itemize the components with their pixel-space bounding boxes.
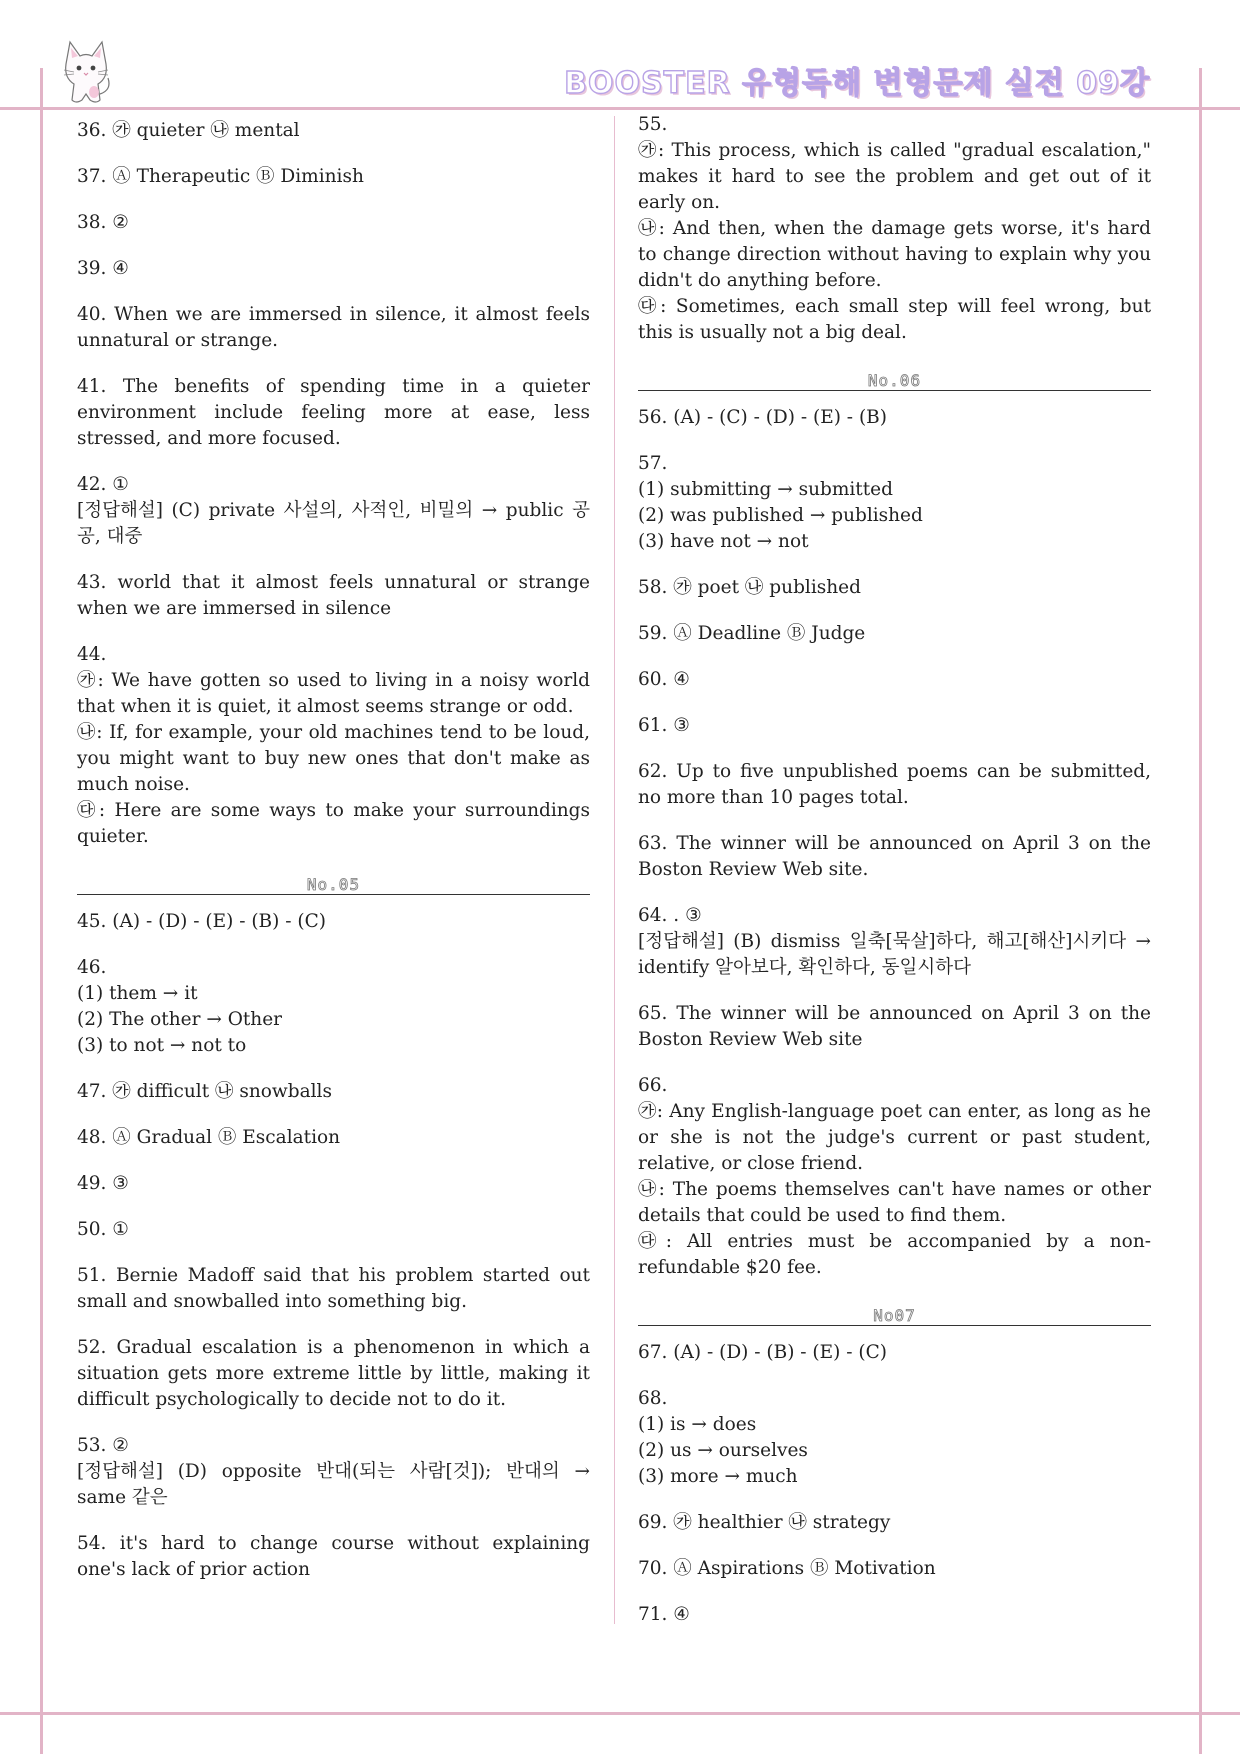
answer-item [638, 1073, 1151, 1281]
answer-line: (3) more → much [638, 1466, 798, 1487]
answer-item [77, 210, 590, 236]
answer-line: 52. Gradual escalation is a phenomenon in which a situation gets more extreme little by little, making it difficult psychologically to decide not to do it. [77, 1337, 590, 1410]
page-title: BOOSTER 유형독해 변형문제 실전 09강 [564, 66, 1150, 101]
answer-line: (1) them → it [77, 983, 198, 1004]
answer-item [77, 1079, 590, 1105]
answer-item [638, 451, 1151, 555]
answer-line: (3) have not → not [638, 531, 809, 552]
answer-line: [정답해설] (D) opposite 반대(되는 사람[것]); 반대의 → same 같은 [77, 1461, 590, 1508]
answer-item [77, 642, 590, 850]
answer-line: 55. [638, 114, 668, 135]
frame-top-line [0, 107, 1240, 110]
answer-line: 49. ③ [77, 1173, 129, 1194]
answer-line: 45. (A) - (D) - (E) - (B) - (C) [77, 911, 326, 932]
answer-line: 42. ① [77, 474, 129, 495]
answer-item [77, 955, 590, 1059]
section-label: No.05 [306, 875, 361, 894]
frame-left-line [40, 68, 43, 1754]
answer-line: 61. ③ [638, 715, 690, 736]
answer-item [638, 1510, 1151, 1536]
answer-item [638, 405, 1151, 431]
left-column [77, 112, 590, 1603]
answer-line: 59. Ⓐ Deadline Ⓑ Judge [638, 623, 866, 644]
answer-line: ㉯: The poems themselves can't have names or other details that could be used to find them. [638, 1179, 1151, 1226]
answer-line: 37. Ⓐ Therapeutic Ⓑ Diminish [77, 166, 364, 187]
answer-line: 63. The winner will be announced on April 3 on the Boston Review Web site. [638, 833, 1151, 880]
answer-line: 39. ④ [77, 258, 129, 279]
answer-item [638, 1340, 1151, 1366]
section-header-07 [638, 1301, 1151, 1326]
answer-item [638, 713, 1151, 739]
answer-line: 50. ① [77, 1219, 129, 1240]
answer-line: ㉯: If, for example, your old machines tend to be loud, you might want to buy new ones that don't make as much noise. [77, 722, 590, 795]
answer-line: 68. [638, 1388, 668, 1409]
answer-line: 54. it's hard to change course without explaining one's lack of prior action [77, 1533, 590, 1580]
section-header-05 [77, 870, 590, 895]
answer-item [638, 1556, 1151, 1582]
answer-line: 65. The winner will be announced on April 3 on the Boston Review Web site [638, 1003, 1151, 1050]
answer-item [77, 374, 590, 452]
answer-item [77, 1335, 590, 1413]
answer-line: (2) was published → published [638, 505, 923, 526]
answer-line: 70. Ⓐ Aspirations Ⓑ Motivation [638, 1558, 936, 1579]
section-header-06 [638, 366, 1151, 391]
answer-line: ㉮: This process, which is called "gradual escalation," makes it hard to see the problem and get out of it early on. [638, 140, 1151, 213]
answer-line: ㉮: We have gotten so used to living in a noisy world that when it is quiet, it almost seems strange or odd. [77, 670, 590, 717]
answer-item [638, 1386, 1151, 1490]
column-divider [614, 116, 615, 1624]
answer-line: 44. [77, 644, 107, 665]
answer-item [638, 575, 1151, 601]
answer-line: 58. ㉮ poet ㉯ published [638, 577, 861, 598]
answer-item [638, 1001, 1151, 1053]
answer-line: [정답해설] (B) dismiss 일축[묵살]하다, 해고[해산]시키다 → identify 알아보다, 확인하다, 동일시하다 [638, 931, 1151, 978]
answer-item [638, 621, 1151, 647]
answer-item [638, 903, 1151, 981]
answer-line: (1) is → does [638, 1414, 757, 1435]
answer-line: (1) submitting → submitted [638, 479, 893, 500]
answer-line: 67. (A) - (D) - (B) - (E) - (C) [638, 1342, 887, 1363]
answer-line: 62. Up to five unpublished poems can be submitted, no more than 10 pages total. [638, 761, 1151, 808]
answer-item [77, 1217, 590, 1243]
answer-item [77, 472, 590, 550]
answer-item [77, 570, 590, 622]
section-label: No07 [873, 1306, 916, 1325]
cat-icon [56, 34, 116, 106]
answer-line: 53. ② [77, 1435, 129, 1456]
answer-line: 51. Bernie Madoff said that his problem started out small and snowballed into something big. [77, 1265, 590, 1312]
answer-line: ㉮: Any English-language poet can enter, as long as he or she is not the judge's current or past student, relative, or close friend. [638, 1101, 1151, 1174]
answer-line: [정답해설] (C) private 사설의, 사적인, 비밀의 → public 공공, 대중 [77, 500, 590, 547]
answer-item [638, 667, 1151, 693]
answer-item [77, 164, 590, 190]
answer-item [638, 1602, 1151, 1628]
answer-line: (2) The other → Other [77, 1009, 283, 1030]
answer-item [77, 909, 590, 935]
answer-item [638, 112, 1151, 346]
answer-line: (2) us → ourselves [638, 1440, 808, 1461]
answer-item [77, 1531, 590, 1583]
answer-line: ㉯: And then, when the damage gets worse, it's hard to change direction without having to explain why you didn't do anything before. [638, 218, 1151, 291]
answer-line: 38. ② [77, 212, 129, 233]
answer-line: 60. ④ [638, 669, 690, 690]
answer-item [77, 1263, 590, 1315]
frame-right-line [1199, 68, 1202, 1754]
answer-item [638, 759, 1151, 811]
answer-line: 71. ④ [638, 1604, 690, 1625]
answer-line: 36. ㉮ quieter ㉯ mental [77, 120, 300, 141]
answer-item [77, 302, 590, 354]
frame-bottom-line [0, 1712, 1240, 1715]
answer-line: (3) to not → not to [77, 1035, 247, 1056]
answer-item [77, 1433, 590, 1511]
answer-item [77, 256, 590, 282]
answer-line: 56. (A) - (C) - (D) - (E) - (B) [638, 407, 887, 428]
answer-line: 57. [638, 453, 668, 474]
answer-item [77, 1171, 590, 1197]
answer-line: 64. . ③ [638, 905, 702, 926]
answer-line: 43. world that it almost feels unnatural or strange when we are immersed in silence [77, 572, 590, 619]
answer-line: ㉰: Here are some ways to make your surroundings quieter. [77, 800, 590, 847]
answer-item [638, 831, 1151, 883]
answer-line: 69. ㉮ healthier ㉯ strategy [638, 1512, 891, 1533]
answer-line: 41. The benefits of spending time in a quieter environment include feeling more at ease, less stressed, and more focused. [77, 376, 590, 449]
answer-line: 40. When we are immersed in silence, it almost feels unnatural or strange. [77, 304, 590, 351]
answer-line: ㉰: All entries must be accompanied by a non-refundable $20 fee. [638, 1231, 1151, 1278]
answer-line: ㉰: Sometimes, each small step will feel wrong, but this is usually not a big deal. [638, 296, 1151, 343]
answer-item [77, 1125, 590, 1151]
answer-line: 48. Ⓐ Gradual Ⓑ Escalation [77, 1127, 341, 1148]
right-column [638, 112, 1151, 1648]
answer-line: 66. [638, 1075, 668, 1096]
answer-line: 46. [77, 957, 107, 978]
section-label: No.06 [867, 371, 922, 390]
answer-item [77, 118, 590, 144]
answer-line: 47. ㉮ difficult ㉯ snowballs [77, 1081, 332, 1102]
